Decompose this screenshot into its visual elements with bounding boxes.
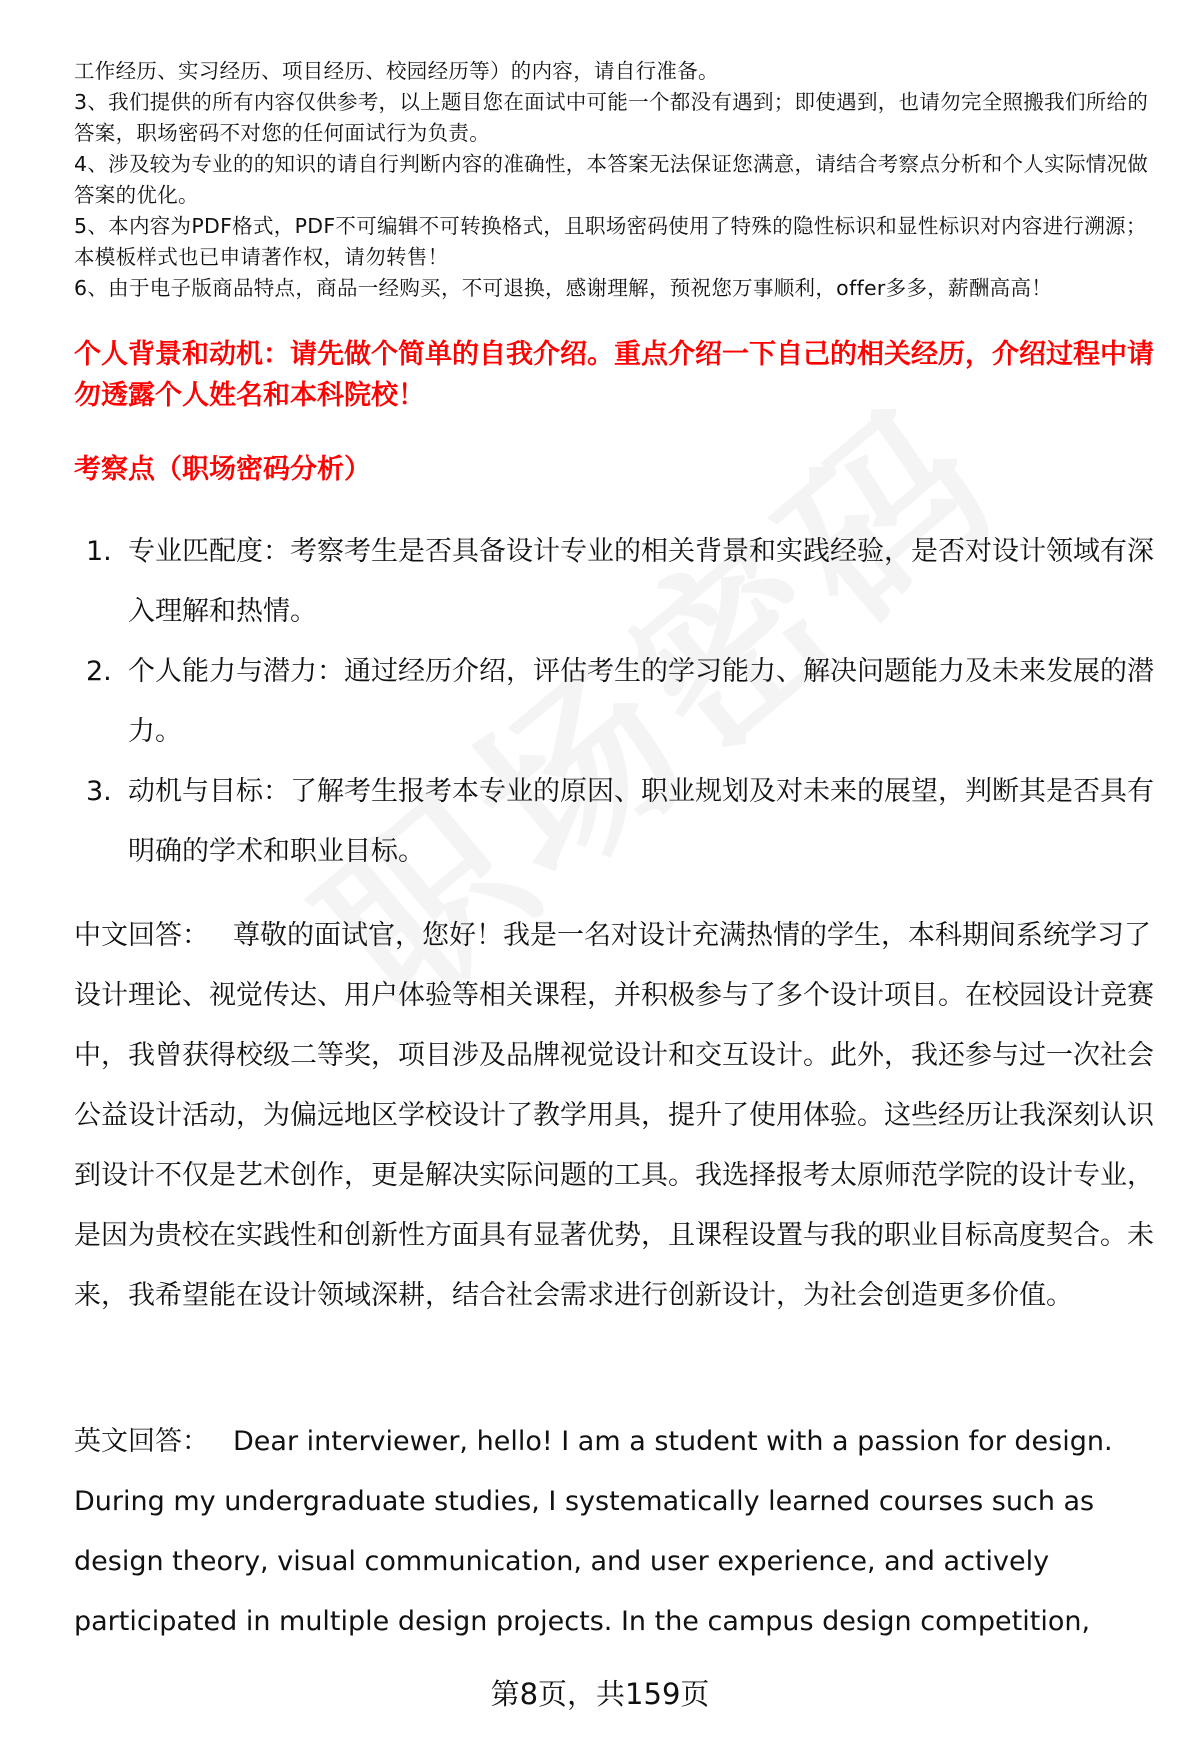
note-item: 5、本内容为PDF格式，PDF不可编辑不可转换格式，且职场密码使用了特殊的隐性标识和显性标识对内容进行溯源；本模板样式也已申请著作权，请勿转售！: [74, 214, 1147, 269]
exam-point-text: 动机与目标：了解考生报考本专业的原因、职业规划及对未来的展望，判断其是否具有明确的学术和职业目标。: [128, 776, 1154, 867]
english-answer-label: 英文回答：: [74, 1426, 209, 1457]
chinese-answer: [74, 906, 1164, 1326]
exam-point-item: [74, 642, 1154, 762]
page-number-footer: 第8页，共159页: [490, 1677, 710, 1711]
exam-point-text: 专业匹配度：考察考生是否具备设计专业的相关背景和实践经验，是否对设计领域有深入理解和热情。: [128, 536, 1154, 627]
note-item: 工作经历、实习经历、项目经历、校园经历等）的内容，请自行准备。: [74, 59, 719, 83]
exam-point-text: 个人能力与潜力：通过经历介绍，评估考生的学习能力、解决问题能力及未来发展的潜力。: [128, 656, 1154, 747]
exam-point-number: 3.: [86, 776, 112, 807]
chinese-answer-text: 尊敬的面试官，您好！我是一名对设计充满热情的学生，本科期间系统学习了设计理论、视觉传达、用户体验等相关课程，并积极参与了多个设计项目。在校园设计竞赛中，我曾获得校级二等奖，项目涉及品牌视觉设计和交互设计。此外，我还参与过一次社会公益设计活动，为偏远地区学校设计了教学用具，提升了使用体验。这些经历让我深刻认识到设计不仅是艺术创作，更是解决实际问题的工具。我选择报考太原师范学院的设计专业，是因为贵校在实践性和创新性方面具有显著优势，且课程设置与我的职业目标高度契合。未来，我希望能在设计领域深耕，结合社会需求进行创新设计，为社会创造更多价值。: [74, 920, 1154, 1311]
exam-points-title: 考察点（职场密码分析）: [74, 454, 371, 485]
exam-point-item: [74, 522, 1154, 642]
exam-points-list: [74, 522, 1154, 882]
exam-point-number: 2.: [86, 656, 112, 687]
english-answer: [74, 1412, 1164, 1652]
exam-point-item: [74, 762, 1154, 882]
english-answer-text: Dear interviewer, hello! I am a student with a passion for design. During my undergraduate studies, I systematically learned courses such as design theory, visual communication, and user experience, and actively participated in multiple design projects. In the campus design competition,: [74, 1426, 1113, 1637]
exam-point-number: 1.: [86, 536, 112, 567]
question-heading: 个人背景和动机：请先做个简单的自我介绍。重点介绍一下自己的相关经历，介绍过程中请勿透露个人姓名和本科院校！: [74, 339, 1154, 411]
note-item: 3、我们提供的所有内容仅供参考，以上题目您在面试中可能一个都没有遇到；即使遇到，也请勿完全照搬我们所给的答案，职场密码不对您的任何面试行为负责。: [74, 90, 1149, 145]
chinese-answer-label: 中文回答：: [74, 920, 209, 951]
notes-section: [74, 56, 1164, 304]
note-item: 4、涉及较为专业的的知识的请自行判断内容的准确性，本答案无法保证您满意，请结合考察点分析和个人实际情况做答案的优化。: [74, 152, 1149, 207]
note-item: 6、由于电子版商品特点，商品一经购买，不可退换，感谢理解，预祝您万事顺利，offer多多，薪酬高高！: [74, 276, 1053, 300]
